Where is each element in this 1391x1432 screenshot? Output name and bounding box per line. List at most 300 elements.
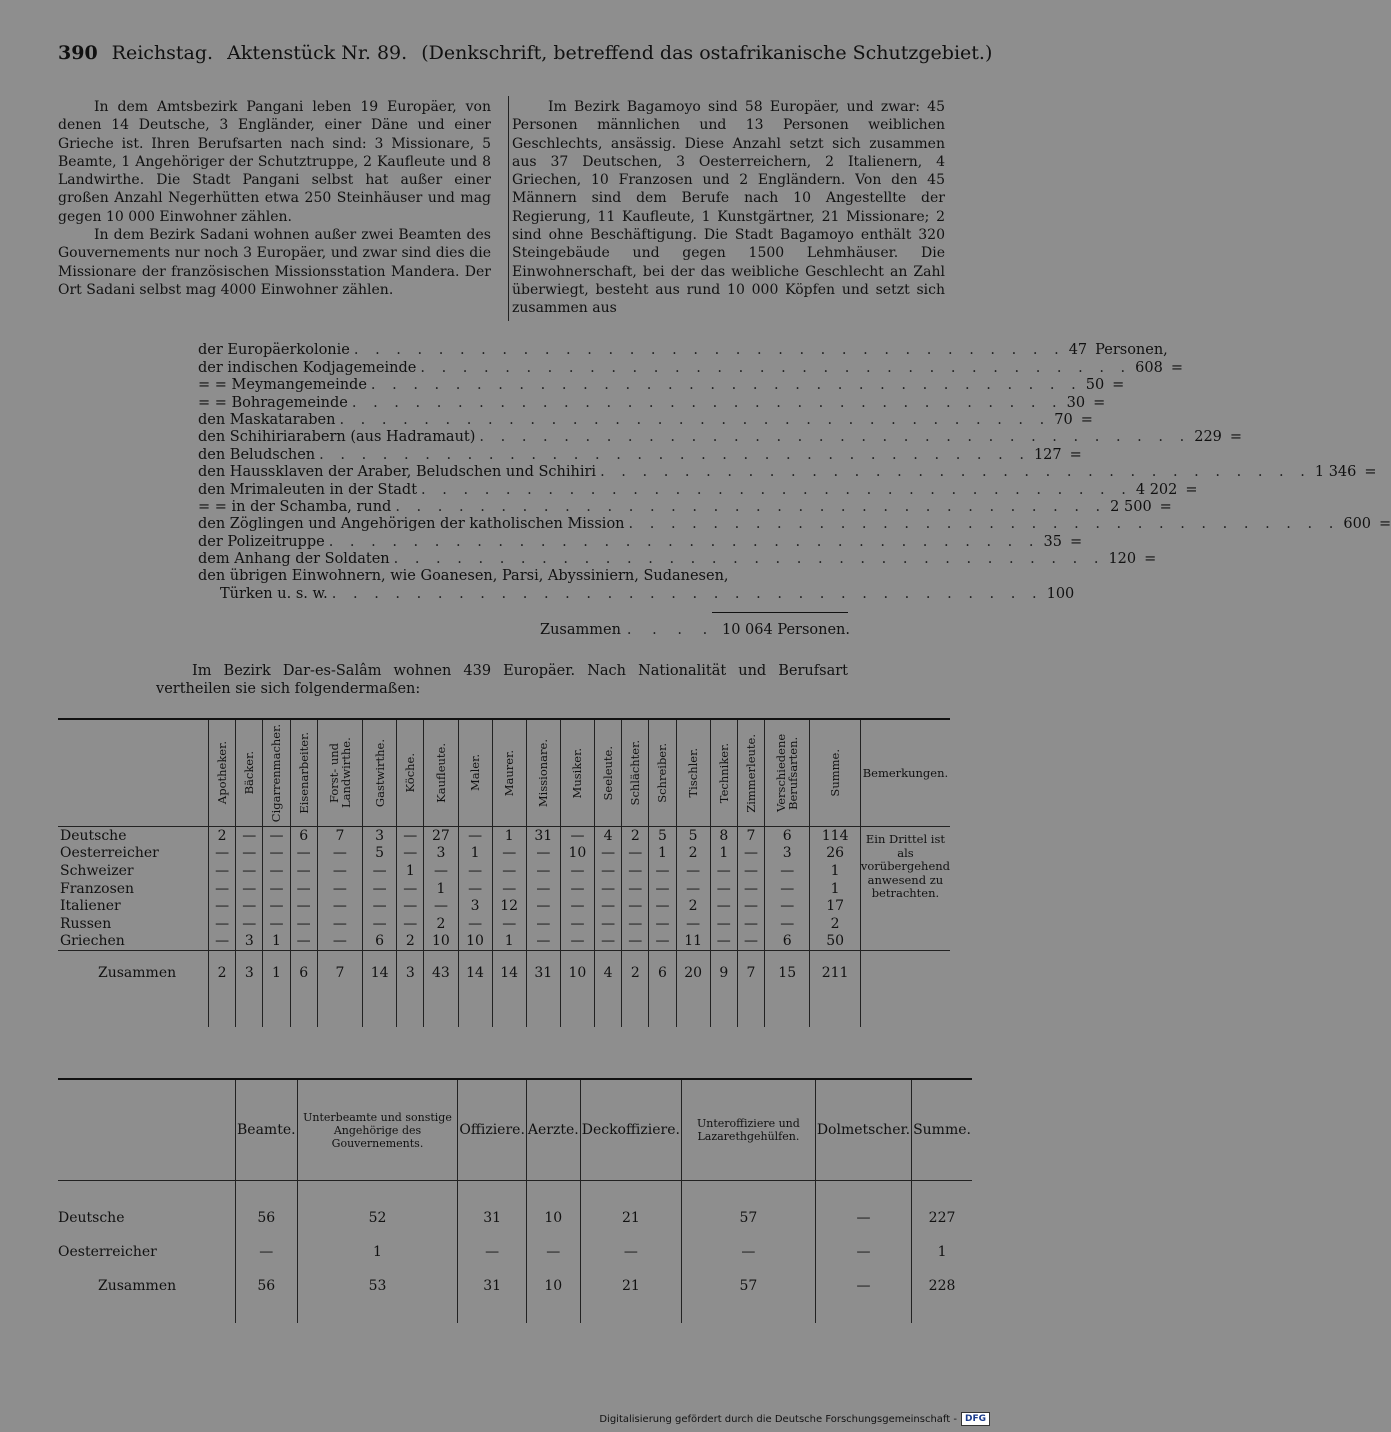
row-label: Russen [60,915,112,932]
population-label: dem Anhang der Soldaten [198,551,390,568]
leader-dots: . . . . . . . . . . . . . . . . . . . . . . . . . . . . . . . . . . [421,481,1132,498]
table-cell: 3 [458,897,492,915]
table-cell: 10 [560,845,594,863]
table-cell: — [236,897,263,915]
population-row [198,498,1172,515]
table-cell: — [595,897,622,915]
table-cell: — [815,1269,911,1303]
table-cell: — [209,897,236,915]
table2-col-header: Dolmetscher. [815,1079,911,1181]
table-cell-empty [236,1181,298,1202]
population-value: 30 [1066,394,1086,411]
table-cell: 57 [681,1269,815,1303]
row-label: Schweizer [60,862,134,879]
table-cell: 8 [710,827,737,845]
table1-col-label: Gastwirthe. [372,738,387,808]
table-cell: 3 [397,951,424,1028]
total-label: Zusammen [540,622,621,638]
table-cell: — [710,862,737,880]
table1-col-header [290,719,317,827]
table-row [58,845,950,863]
population-unit: = [1112,377,1125,394]
table-cell: 6 [363,933,397,951]
table1-col-label: Tischler. [686,748,701,798]
table1-col-label: Eisenarbeiter. [296,732,311,814]
table-cell: 7 [317,951,362,1028]
population-total [540,622,850,638]
table-cell: — [458,862,492,880]
population-value: 127 [1033,446,1062,463]
table-cell: — [290,915,317,933]
table-cell: 211 [810,951,861,1028]
dar-es-salam-paragraph [156,662,848,698]
table-cell: 6 [765,827,810,845]
table1-col-header [710,719,737,827]
table-cell: — [595,845,622,863]
table1-remarks-header: Bemerkungen. [860,719,950,827]
footer [599,1412,990,1426]
table-cell: 6 [765,933,810,951]
table-cell: 1 [912,1235,972,1269]
population-value: 229 [1194,429,1222,446]
table-cell: — [737,880,764,898]
table-cell: — [815,1201,911,1235]
table-cell: — [649,933,676,951]
table-cell: 26 [810,845,861,863]
table1-col-header [560,719,594,827]
table-cell-empty [297,1181,458,1202]
table-cell: — [765,915,810,933]
population-row [198,532,1083,550]
table-cell: 7 [737,827,764,845]
table-cell: — [363,880,397,898]
table-cell: — [363,915,397,933]
table1-col-header [676,719,710,827]
table1-col-label: Forst- und Landwirthe. [326,737,353,809]
table-cell-empty [526,1181,580,1202]
table-cell: 2 [209,827,236,845]
table1-col-header [363,719,397,827]
table-cell: — [397,915,424,933]
table-cell-empty [580,1303,681,1323]
population-value: 1 346 [1314,464,1357,481]
table-cell: 15 [765,951,810,1028]
population-row [198,463,1377,481]
table-cell: — [236,915,263,933]
table-cell: — [317,880,362,898]
table-cell: — [737,862,764,880]
population-label: der Polizeitruppe [198,533,325,550]
table-cell: — [737,897,764,915]
leader-dots: . . . . . . . . . . . . . . . . . . . . . . . . . . . . . . . . . . [351,394,1063,411]
table1-col-header [492,719,526,827]
leader-dots: . . . . . . . . . . . . . . . . . . . . . . . . . . . . . . . . . . [479,429,1191,446]
table-cell: 3 [236,951,263,1028]
table-cell: — [560,915,594,933]
officials-table [58,1078,972,1323]
table1-col-header [209,719,236,827]
table-cell: 1 [458,845,492,863]
table-cell: 1 [297,1235,458,1269]
table1-col-label: Kaufleute. [433,743,448,803]
table-cell: — [560,933,594,951]
population-label: den Zöglingen und Angehörigen der katholischen Mission [198,516,625,533]
population-label: der indischen Kodjagemeinde [198,359,417,376]
population-value: 47 [1068,342,1088,359]
table-cell: — [263,880,290,898]
table-cell: 2 [810,915,861,933]
right-column [512,98,945,318]
table-cell: — [397,880,424,898]
table-cell: 1 [492,827,526,845]
table1-col-label: Schreiber. [655,743,670,803]
table-cell: 14 [363,951,397,1028]
leader-dots: . . . . . . . . . . . . . . . . . . . . . . . . . . . . . . . . . . [420,359,1132,376]
population-unit: = [1069,533,1083,550]
table-cell: 43 [424,951,458,1028]
table-cell: — [317,862,362,880]
table-cell: — [492,880,526,898]
table-cell: — [676,915,710,933]
population-unit: = [1379,516,1391,533]
table-cell: — [458,880,492,898]
table2-col-header: Beamte. [236,1079,298,1181]
table-cell: — [622,897,649,915]
table-cell-empty [297,1303,458,1323]
table1-col-label: Apotheker. [215,741,230,805]
table-cell: — [681,1235,815,1269]
table-cell-empty [860,951,950,1028]
table-row [58,897,950,915]
population-unit: Personen, [1095,342,1168,359]
table-cell: 6 [649,951,676,1028]
table-cell: 5 [649,827,676,845]
table-cell: 9 [710,951,737,1028]
population-value: 100 [1046,585,1075,602]
total-value: 10 064 [721,622,773,638]
population-value: 50 [1085,377,1105,394]
population-row [198,358,1184,376]
header-series: Reichstag. [111,42,214,64]
table-cell: — [815,1235,911,1269]
row-label: Italiener [60,898,121,915]
leader-dots: . . . . . . . . . . . . . . . . . . . . . . . . . . . . . . . . . . [353,342,1065,359]
table-cell: 10 [526,1269,580,1303]
table-cell: — [526,880,560,898]
table-cell: 10 [560,951,594,1028]
population-label: den Haussklaven der Araber, Beludschen und Schihiri [198,464,597,481]
table-row [58,1201,972,1235]
table-cell: — [649,862,676,880]
table-cell: 31 [526,951,560,1028]
table-cell: — [290,845,317,863]
table-cell: — [236,862,263,880]
table-cell: 11 [676,933,710,951]
table-cell: — [710,933,737,951]
table-cell: — [765,880,810,898]
population-row [198,567,848,584]
table-cell-empty [681,1181,815,1202]
table-cell: — [424,897,458,915]
table-cell: — [363,897,397,915]
table1-col-header [595,719,622,827]
table1-header-row [58,719,950,827]
leader-dots: . . . . . . . . . . . . . . . . . . . . . . . . . . . . . . . . . . [331,585,1043,602]
table-cell: — [595,933,622,951]
row-label: Zusammen [58,951,209,1028]
table-cell: — [290,933,317,951]
table-cell: — [317,933,362,951]
table-cell: — [649,915,676,933]
population-label: den Schihiriarabern (aus Hadramaut) [198,429,476,446]
row-label: Griechen [60,933,125,950]
population-row [198,515,1391,533]
population-row [198,341,1168,359]
table-cell: 10 [526,1201,580,1235]
table2-col-header: Unterbeamte und sonstige Angehörige des Gouvernements. [297,1079,458,1181]
table1-col-label: Summe. [828,749,843,797]
table-cell: — [209,862,236,880]
population-unit: = [1080,411,1093,428]
table-cell: — [263,862,290,880]
table-cell: 4 [595,951,622,1028]
table-cell: — [622,933,649,951]
table2-header-row [58,1079,972,1181]
table1-col-label: Maurer. [502,749,517,797]
population-label: = = in der Schamba, rund [198,498,392,515]
table-cell: — [209,915,236,933]
table-cell: — [737,915,764,933]
table-cell: — [595,915,622,933]
table2-col-header: Aerzte. [526,1079,580,1181]
row-label: Deutsche [58,1210,125,1226]
table1-col-header [649,719,676,827]
table-cell: — [560,862,594,880]
population-value: 4 202 [1135,481,1178,498]
table-cell: — [649,897,676,915]
paragraph-bagamoyo: Im Bezirk Bagamoyo sind 58 Europäer, und zwar: 45 Personen männlichen und 13 Personen weiblichen Geschlechts, ansässig. Diese Anzahl setzt sich zusammen aus 37 Deutschen, 3 Oesterreichern, 2 Italienern, 4 Griechen, 10 Franzosen und 2 Engländern. Von den 45 Männern sind dem Berufe nach 10 Angestellte der Regierung, 11 Kaufleute, 1 Kunstgärtner, 21 Missionare; 2 sind ohne Beschäftigung. Die Stadt Bagamoyo enthält 320 Steingebäude und gegen 1500 Lehmhäuser. Die Einwohnerschaft, bei der das weibliche Geschlecht an Zahl überwiegt, besteht aus rund 10 000 Köpfen und setzt sich zusammen aus [512,99,945,317]
table1-col-label: Bäcker. [242,751,257,795]
table-row [58,1235,972,1269]
table-cell: 52 [297,1201,458,1235]
table-row [58,915,950,933]
table1-col-header [424,719,458,827]
table-cell: — [622,880,649,898]
table-cell: 1 [710,845,737,863]
table1-col-label: Seeleute. [601,745,616,801]
table-cell: 6 [290,827,317,845]
table-cell: — [458,827,492,845]
dar-paragraph-text: Im Bezirk Dar-es-Salâm wohnen 439 Europäer. Nach Nationalität und Berufsart vertheilen sie sich folgendermaßen: [156,663,848,697]
table-cell: 5 [363,845,397,863]
table-cell: — [765,862,810,880]
population-row [198,428,1243,446]
table-cell: — [526,862,560,880]
table-cell: — [263,897,290,915]
population-row [198,376,1125,394]
table-cell: — [317,915,362,933]
population-label: den Maskataraben [198,411,336,428]
population-row [198,584,1075,602]
table-cell: 2 [424,915,458,933]
population-row [198,393,1106,411]
leader-dots: . . . . . . . . . . . . . . . . . . . . . . . . . . . . . . . . . . [319,446,1030,463]
table-cell: 3 [424,845,458,863]
table-cell: 2 [676,897,710,915]
table-cell: — [526,897,560,915]
population-label: der Europäerkolonie [198,342,350,359]
table-cell: — [492,862,526,880]
table-cell: — [765,897,810,915]
table-cell: — [236,1235,298,1269]
table-cell: 2 [622,827,649,845]
row-label: Zusammen [98,1278,177,1294]
europeans-by-profession-table [58,718,950,1027]
table-cell: — [209,845,236,863]
table1-col-header [317,719,362,827]
table1-col-header [622,719,649,827]
table-cell: 50 [810,933,861,951]
table2-total-row [58,1269,972,1303]
header-doc: Aktenstück Nr. 89. [227,42,408,64]
population-row [198,411,1093,428]
table-cell-empty [458,1181,526,1202]
table2-body [58,1181,972,1324]
table-cell: — [209,933,236,951]
table-cell: 31 [526,827,560,845]
table-cell: — [317,897,362,915]
table-cell: — [710,897,737,915]
table-cell: — [236,880,263,898]
row-label: Franzosen [60,880,135,897]
total-unit: Personen. [777,622,850,638]
table1-col-label: Schlächter. [628,740,643,806]
table-cell: 228 [912,1269,972,1303]
table2-col-header: Unteroffiziere und Lazarethgehülfen. [681,1079,815,1181]
table-cell: 14 [492,951,526,1028]
table-cell: 56 [236,1201,298,1235]
table-cell: — [209,880,236,898]
table1-col-header [397,719,424,827]
table1-col-header [236,719,263,827]
table-cell: 53 [297,1269,458,1303]
table-cell: — [424,862,458,880]
table-cell-empty [236,1303,298,1323]
table-cell: — [622,862,649,880]
leader-dots: . . . . . . . . . . . . . . . . . . . . . . . . . . . . . . . . . . [370,377,1082,394]
population-value: 35 [1043,533,1062,550]
table1-col-header [737,719,764,827]
table-cell: 114 [810,827,861,845]
table-cell: — [397,845,424,863]
table-cell-empty [580,1181,681,1202]
footer-text: Digitalisierung gefördert durch die Deutsche Forschungsgemeinschaft - [599,1413,957,1425]
paragraph-pangani: In dem Amtsbezirk Pangani leben 19 Europäer, von denen 14 Deutsche, 3 Engländer, einer Däne und einer Grieche ist. Ihren Berufsarten nach sind: 3 Missionare, 5 Beamte, 1 Angehöriger der Schutztruppe, 2 Kaufleute und 8 Landwirthe. Die Stadt Pangani selbst hat außer einer großen Anzahl Negerhütten etwa 250 Steinhäuser und mag gegen 10 000 Einwohner zählen. [58,99,491,225]
table-cell-empty [681,1303,815,1323]
table1-col-label: Techniker. [716,742,731,804]
population-value: 608 [1135,359,1163,376]
table-cell: 1 [263,933,290,951]
table-cell: — [676,862,710,880]
population-label: den Mrimaleuten in der Stadt [198,481,418,498]
table-cell: — [397,827,424,845]
table-cell-empty [912,1303,972,1323]
table-cell: — [560,827,594,845]
leader-dots: . . . . . . . . . . . . . . . . . . . . . . . . . . . . . . . . . . [395,498,1107,515]
table1-col-header [810,719,861,827]
population-label: Türken u. s. w. [220,585,328,602]
row-label: Oesterreicher [60,845,159,862]
table-cell: — [560,880,594,898]
population-list [198,341,1391,602]
table-cell: — [290,897,317,915]
table-cell: — [526,915,560,933]
table-cell: — [595,862,622,880]
table-cell: — [526,933,560,951]
table-cell: 31 [458,1201,526,1235]
dfg-logo: DFG [961,1412,990,1426]
table-cell: — [710,915,737,933]
table1-col-header [458,719,492,827]
table-cell: 1 [810,880,861,898]
table-cell-empty [815,1303,911,1323]
table-cell: 2 [676,845,710,863]
table2-col-header: Summe. [912,1079,972,1181]
population-unit: = [1185,481,1198,498]
population-row [198,445,1082,463]
population-unit: = [1229,429,1243,446]
table-cell: — [236,845,263,863]
table-cell-empty [458,1303,526,1323]
table-cell: — [458,915,492,933]
table-cell: — [317,845,362,863]
table-cell: — [236,827,263,845]
population-row [198,480,1198,498]
population-value: 70 [1054,411,1073,428]
table-cell: 17 [810,897,861,915]
table-cell: 14 [458,951,492,1028]
population-value: 120 [1108,551,1137,568]
table-cell: 1 [424,880,458,898]
table1-remarks: Ein Drittel ist als vorübergehend anwesend zu betrachten. [860,827,950,951]
table-cell: 1 [649,845,676,863]
population-unit: = [1093,394,1106,411]
table-cell: 10 [424,933,458,951]
table-cell: — [622,915,649,933]
table-cell: 21 [580,1201,681,1235]
table-cell: 2 [622,951,649,1028]
table-cell: 7 [737,951,764,1028]
table1-col-label: Cigarrenmacher. [269,723,284,823]
population-label: den übrigen Einwohnern, wie Goanesen, Parsi, Abyssiniern, Sudanesen, [198,568,729,585]
header-subject: (Denkschrift, betreffend das ostafrikanische Schutzgebiet.) [421,42,993,64]
table-cell: 2 [397,933,424,951]
table-cell: — [710,880,737,898]
table1-col-header [263,719,290,827]
population-unit: = [1159,498,1172,515]
table-cell: — [526,1235,580,1269]
table1-total-row [58,951,950,1028]
total-rule [712,612,848,613]
table2-spacer [58,1303,972,1323]
paragraph-sadani: In dem Bezirk Sadani wohnen außer zwei Beamten des Gouvernements nur noch 3 Europäer, und zwar sind dies die Missionare der französischen Missionsstation Mandera. Der Ort Sadani selbst mag 4000 Einwohner zählen. [58,227,491,298]
table-cell-empty [526,1303,580,1323]
table-cell: — [526,845,560,863]
leader-dots: . . . . . . . . . . . . . . . . . . . . . . . . . . . . . . . . . . [628,516,1340,533]
table-cell: 20 [676,951,710,1028]
table-cell: 27 [424,827,458,845]
total-dots: . . . . [626,622,716,638]
